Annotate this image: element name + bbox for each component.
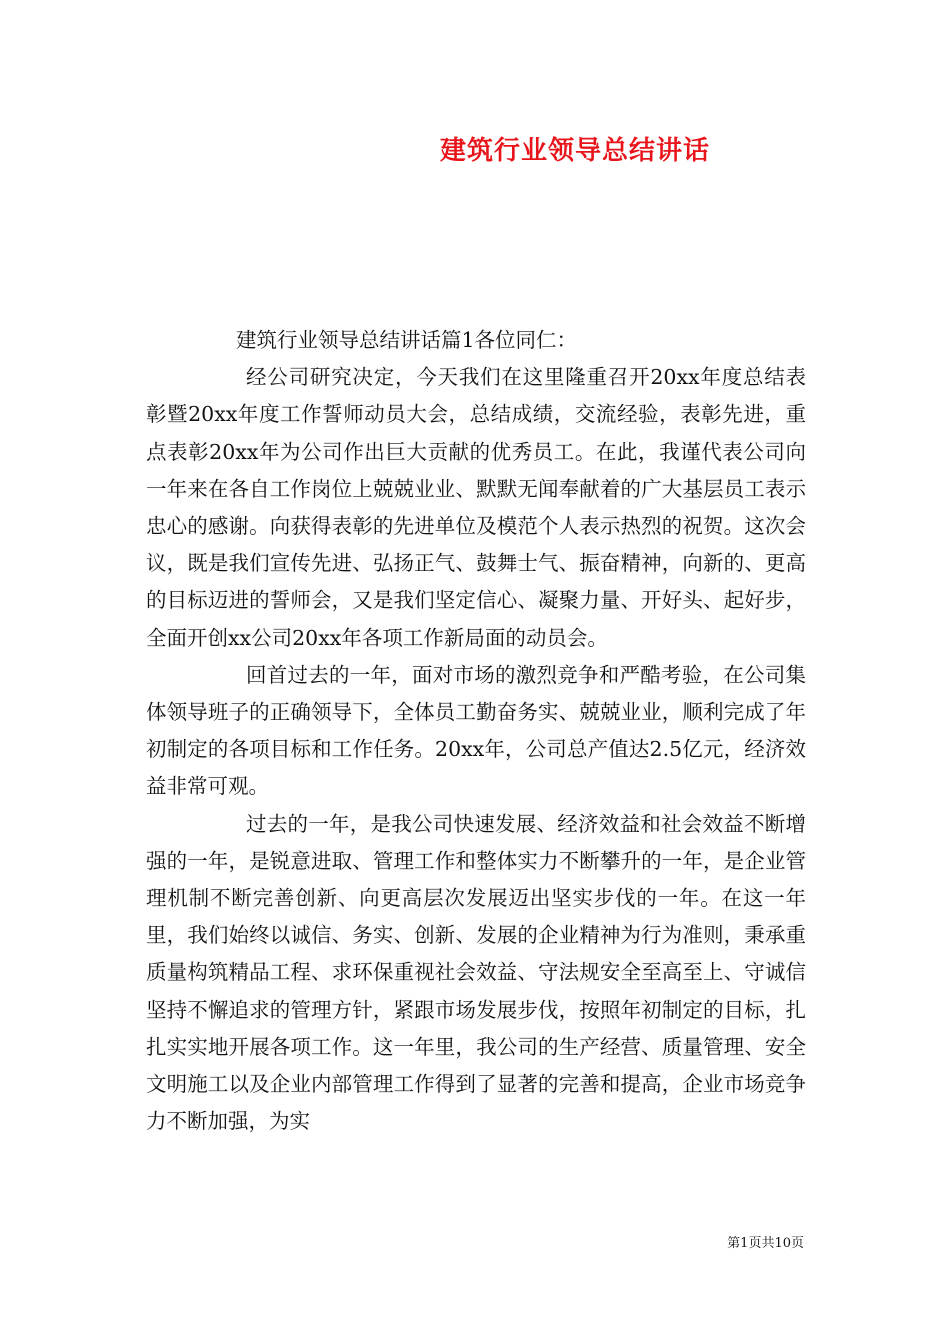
body-paragraph: 回首过去的一年，面对市场的激烈竞争和严酷考验，在公司集体领导班子的正确领导下，全体员工勤奋务实、兢兢业业，顺利完成了年初制定的各项目标和工作任务。20xx年，公司总产值达2.5亿元，经济效益非常可观。 bbox=[146, 662, 806, 799]
opening-line: 建筑行业领导总结讲话篇1各位同仁： bbox=[236, 328, 578, 352]
document-title: 建筑行业领导总结讲话 bbox=[439, 136, 710, 166]
document-body bbox=[146, 322, 806, 1140]
page-number: 第1页共10页 bbox=[727, 1236, 804, 1251]
body-paragraph: 过去的一年，是我公司快速发展、经济效益和社会效益不断增强的一年，是锐意进取、管理工作和整体实力不断攀升的一年，是企业管理机制不断完善创新、向更高层次发展迈出坚实步伐的一年。在这一年里，我们始终以诚信、务实、创新、发展的企业精神为行为准则，秉承重质量构筑精品工程、求环保重视社会效益、守法规安全至高至上、守诚信坚持不懈追求的管理方针，紧跟市场发展步伐，按照年初制定的目标，扎扎实实地开展各项工作。这一年里，我公司的生产经营、质量管理、安全文明施工以及企业内部管理工作得到了显著的完善和提高，企业市场竞争力不断加强，为实 bbox=[146, 811, 806, 1134]
body-paragraph: 经公司研究决定，今天我们在这里隆重召开20xx年度总结表彰暨20xx年度工作誓师动员大会，总结成绩，交流经验，表彰先进，重点表彰20xx年为公司作出巨大贡献的优秀员工。在此，我谨代表公司向一年来在各自工作岗位上兢兢业业、默默无闻奉献着的广大基层员工表示忠心的感谢。向获得表彰的先进单位及模范个人表示热烈的祝贺。这次会议，既是我们宣传先进、弘扬正气、鼓舞士气、振奋精神，向新的、更高的目标迈进的誓师会，又是我们坚定信心、凝聚力量、开好头、起好步，全面开创xx公司20xx年各项工作新局面的动员会。 bbox=[146, 365, 806, 650]
